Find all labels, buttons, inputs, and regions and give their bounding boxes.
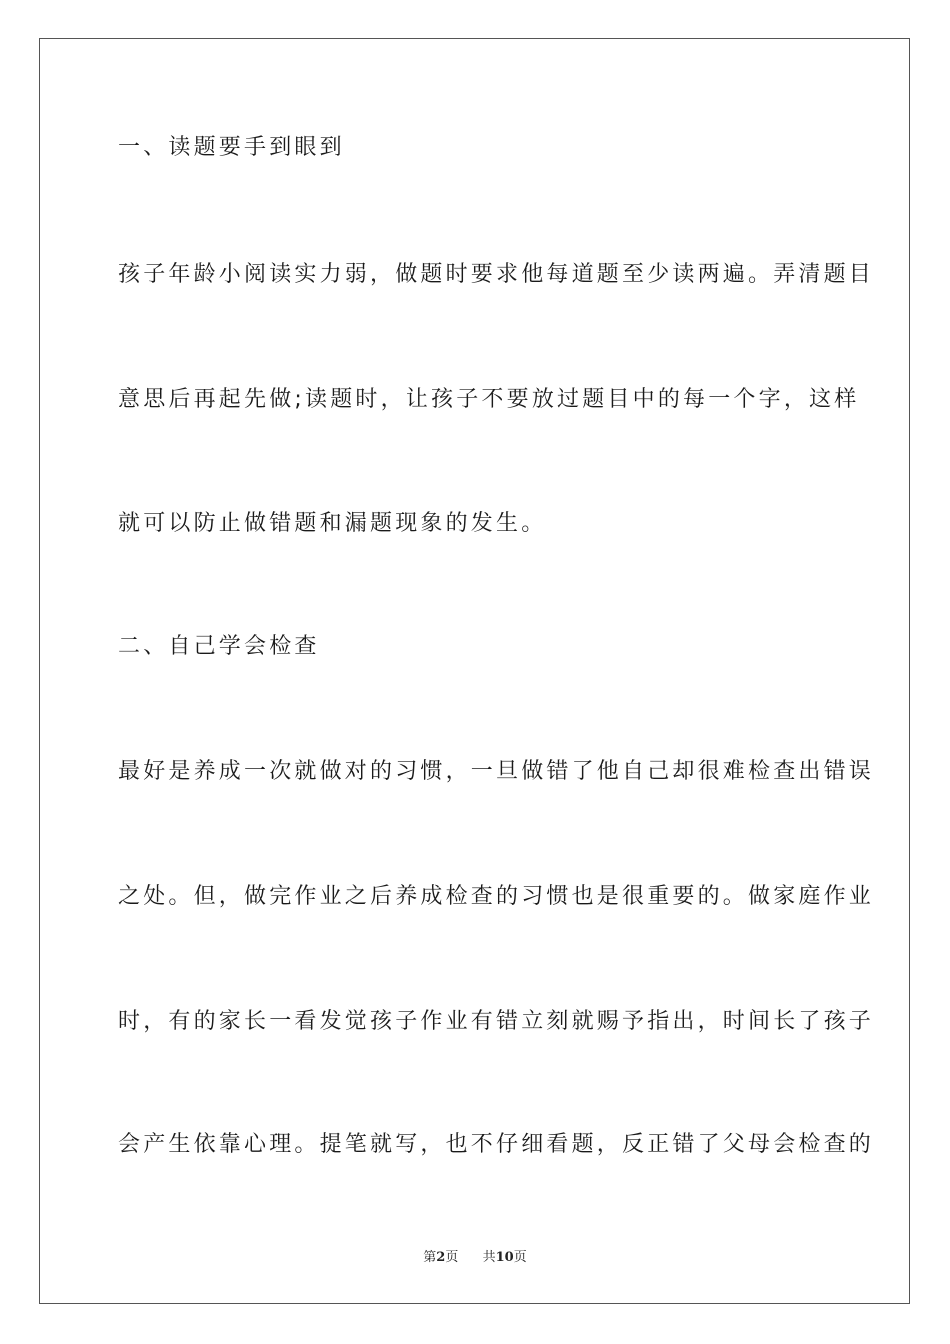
paragraph-line: 会产生依靠心理。提笔就写，也不仔细看题，反正错了父母会检查的: [118, 1132, 875, 1157]
paragraph-line: 最好是养成一次就做对的习惯，一旦做错了他自己却很难检查出错误: [118, 759, 875, 784]
heading-reading: 一、读题要手到眼到: [118, 135, 345, 160]
paragraph-line: 孩子年龄小阅读实力弱，做题时要求他每道题至少读两遍。弄清题目: [118, 262, 875, 287]
heading-checking: 二、自己学会检查: [118, 634, 320, 659]
page-prefix: 第: [423, 1250, 437, 1265]
paragraph-line: 就可以防止做错题和漏题现象的发生。: [118, 511, 547, 536]
paragraph-line: 之处。但，做完作业之后养成检查的习惯也是很重要的。做家庭作业: [118, 884, 875, 909]
page-suffix: 页: [445, 1250, 459, 1265]
paragraph-line: 时，有的家长一看发觉孩子作业有错立刻就赐予指出，时间长了孩子: [118, 1009, 875, 1034]
page-footer: [0, 1246, 950, 1265]
page-border: [39, 38, 910, 1304]
paragraph-line: 意思后再起先做;读题时，让孩子不要放过题目中的每一个字，这样: [118, 387, 860, 412]
page-number: 2: [436, 1250, 446, 1265]
total-suffix: 页: [513, 1250, 527, 1265]
total-pages: 10: [495, 1250, 514, 1265]
total-prefix: 共: [482, 1250, 496, 1265]
